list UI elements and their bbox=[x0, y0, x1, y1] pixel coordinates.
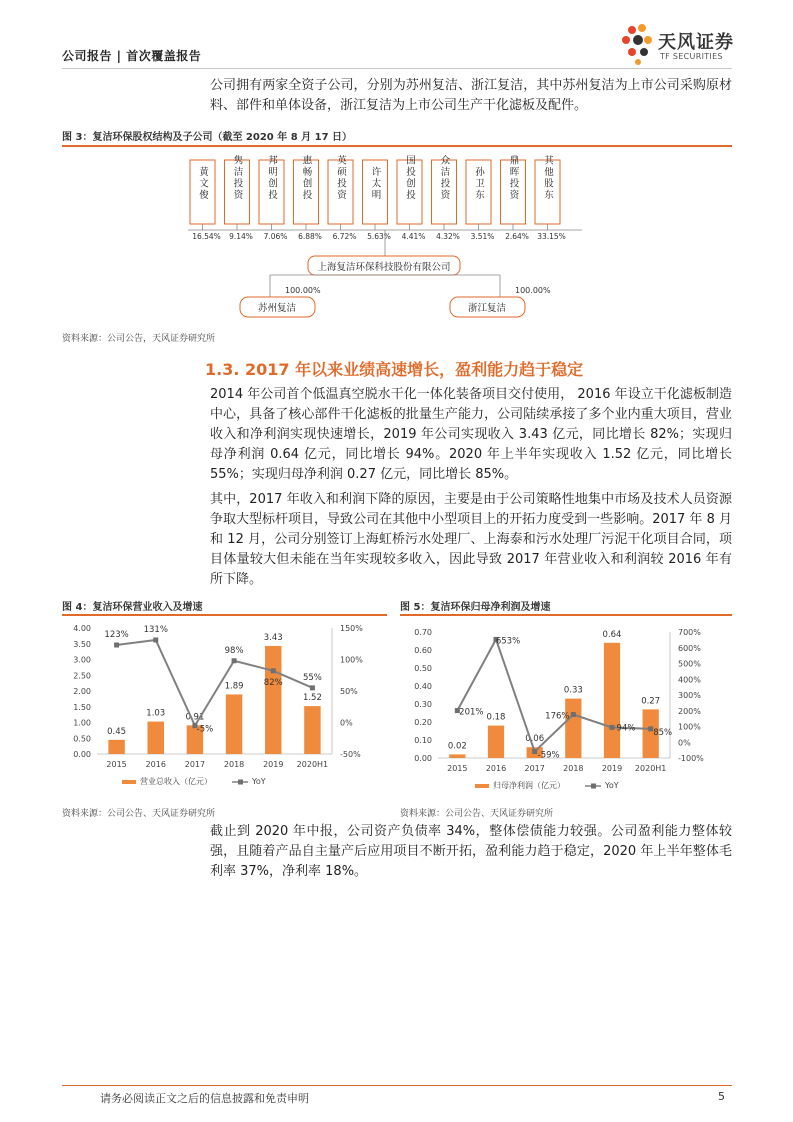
bar bbox=[108, 740, 124, 754]
bar-value-label: 1.52 bbox=[302, 693, 322, 704]
net-profit-chart bbox=[400, 618, 732, 800]
sub-pct-1: 100.00% bbox=[285, 286, 321, 295]
yoy-line bbox=[457, 639, 650, 751]
yoy-point bbox=[153, 637, 158, 642]
section-paragraph-2: 其中，2017 年收入和利润下降的原因，主要是由于公司策略性地集中市场及技术人员资源争取大型标杆项目，导致公司在其他中小型项目上的开拓力度受到一些影响。2017 年 8 月和 12 月，公司分别签订上海虹桥污水处理厂、上海泰和污水处理厂污泥干化项目合同，项目体量较大但未能在当年实现较多收入，因此导致 2017 年营业收入和利润较 2016 年有所下降。 bbox=[210, 492, 732, 587]
yoy-point bbox=[271, 668, 276, 673]
x-tick-label: 2015 bbox=[447, 764, 468, 773]
y2-tick-label: 50% bbox=[340, 687, 358, 696]
section-title: 1.3. 2017 年以来业绩高速增长，盈利能力趋于稳定 bbox=[205, 360, 584, 379]
fig3-source: 资料来源：公司公告，天风证券研究所 bbox=[62, 334, 216, 344]
fig3-rule bbox=[62, 145, 732, 147]
y-tick-label: 2.00 bbox=[73, 687, 91, 696]
shareholder-pct: 33.15% bbox=[537, 232, 566, 241]
shareholder-pct: 3.51% bbox=[470, 232, 495, 241]
legend-bar-label: 营业总收入（亿元） bbox=[140, 777, 212, 786]
shareholder-name: 惠畅创投 bbox=[300, 155, 312, 201]
y-tick-label: 0.70 bbox=[414, 628, 432, 637]
y2-tick-label: 600% bbox=[678, 643, 701, 653]
bar bbox=[265, 646, 281, 754]
yoy-label: 55% bbox=[302, 672, 322, 683]
y2-tick-label: 700% bbox=[678, 628, 701, 637]
y2-tick-label: 200% bbox=[678, 706, 701, 716]
shareholder-pct: 2.64% bbox=[505, 232, 529, 241]
yoy-label: 201% bbox=[459, 707, 484, 718]
yoy-label: 98% bbox=[224, 645, 244, 656]
yoy-point bbox=[310, 685, 315, 690]
shareholder-name: 邦明创投 bbox=[266, 155, 277, 201]
y-tick-label: 1.50 bbox=[73, 702, 91, 712]
subsidiary-name-zhejiang: 浙江复洁 bbox=[467, 303, 507, 314]
shareholder-pct: 4.41% bbox=[401, 232, 426, 241]
revenue-chart bbox=[62, 618, 387, 800]
yoy-label: 176% bbox=[545, 711, 570, 722]
bar-value-label: 0.45 bbox=[107, 726, 127, 737]
y-tick-label: 0.40 bbox=[414, 682, 432, 691]
legend-line-marker bbox=[591, 784, 596, 789]
bar bbox=[604, 643, 620, 758]
x-tick-label: 2017 bbox=[184, 760, 206, 769]
y2-tick-label: 300% bbox=[678, 691, 701, 700]
shareholder-pct: 6.72% bbox=[332, 232, 357, 241]
y-tick-label: 0.20 bbox=[414, 718, 432, 727]
fig5-label: 图 5：复洁环保归母净利润及增速 bbox=[400, 602, 551, 613]
yoy-point bbox=[114, 643, 119, 648]
shareholder-pct: 5.63% bbox=[367, 232, 391, 241]
shareholder-name: 隽洁投资 bbox=[231, 155, 243, 201]
footer-disclaimer: 请务必阅读正文之后的信息披露和免责申明 bbox=[100, 1092, 309, 1105]
y-tick-label: 0.00 bbox=[414, 754, 432, 763]
y2-tick-label: 0% bbox=[678, 738, 691, 748]
fig5-rule bbox=[400, 614, 732, 616]
y2-tick-label: 150% bbox=[340, 624, 363, 633]
legend-bar-swatch bbox=[475, 784, 489, 788]
yoy-point bbox=[610, 725, 615, 730]
yoy-label: -59% bbox=[537, 750, 560, 761]
y-tick-label: 3.50 bbox=[73, 639, 91, 649]
shareholder-pct: 4.32% bbox=[436, 232, 460, 241]
y-tick-label: 0.30 bbox=[414, 700, 432, 709]
bar-value-label: 0.27 bbox=[641, 696, 661, 707]
x-tick-label: 2018 bbox=[223, 760, 245, 769]
yoy-label: 94% bbox=[616, 723, 636, 734]
x-tick-label: 2019 bbox=[263, 760, 284, 769]
yoy-label: 85% bbox=[653, 727, 673, 738]
y2-tick-label: 0% bbox=[340, 718, 353, 728]
shareholder-name: 众洁投资 bbox=[438, 155, 450, 201]
y2-tick-label: 100% bbox=[678, 722, 701, 732]
y-tick-label: 0.00 bbox=[73, 750, 91, 759]
fig5-source: 资料来源：公司公告、天风证券研究所 bbox=[400, 809, 554, 819]
x-tick-label: 2016 bbox=[145, 760, 166, 769]
y-tick-label: 4.00 bbox=[73, 624, 91, 633]
bar bbox=[565, 699, 581, 758]
page-number: 5 bbox=[718, 1090, 725, 1103]
y2-tick-label: -50% bbox=[340, 750, 361, 759]
y-tick-label: 0.50 bbox=[414, 664, 432, 673]
shareholder-name: 其他股东 bbox=[542, 155, 553, 201]
bar bbox=[226, 694, 242, 754]
shareholder-pct: 16.54% bbox=[192, 232, 221, 241]
shareholder-name: 英硕投资 bbox=[335, 155, 346, 201]
x-tick-label: 2020H1 bbox=[634, 764, 667, 773]
bar-value-label: 0.64 bbox=[602, 629, 622, 640]
fig4-rule bbox=[62, 614, 387, 616]
yoy-label: 82% bbox=[263, 677, 283, 688]
bar bbox=[148, 722, 164, 754]
y2-tick-label: -100% bbox=[678, 754, 704, 763]
bar-value-label: 0.02 bbox=[447, 741, 467, 752]
bar-value-label: 0.33 bbox=[563, 685, 583, 696]
logo-name: 天风证券 bbox=[658, 32, 734, 53]
bar-value-label: 0.18 bbox=[486, 712, 506, 723]
yoy-point bbox=[232, 658, 237, 663]
bar bbox=[488, 726, 504, 758]
x-tick-label: 2018 bbox=[563, 764, 584, 773]
yoy-point bbox=[532, 749, 537, 754]
shareholder-name: 国投创投 bbox=[404, 155, 415, 201]
bar-value-label: 0.91 bbox=[185, 712, 205, 723]
legend-line-label: YoY bbox=[252, 777, 266, 786]
shareholder-pct: 7.06% bbox=[263, 232, 288, 241]
bar-value-label: 3.43 bbox=[263, 632, 283, 643]
ownership-diagram bbox=[170, 150, 610, 325]
sub-pct-2: 100.00% bbox=[515, 286, 551, 295]
bar-value-label: 1.89 bbox=[224, 681, 244, 692]
legend-line-marker bbox=[238, 780, 243, 785]
yoy-label: 131% bbox=[143, 624, 168, 635]
fig4-source: 资料来源：公司公告、天风证券研究所 bbox=[62, 809, 216, 819]
fig3-label: 图 3：复洁环保股权结构及子公司（截至 2020 年 8 月 17 日） bbox=[62, 132, 353, 143]
shareholder-pct: 9.14% bbox=[229, 232, 253, 241]
x-tick-label: 2016 bbox=[485, 764, 507, 773]
shareholder-name: 孙卫东 bbox=[473, 166, 484, 202]
y2-tick-label: 100% bbox=[340, 655, 363, 665]
closing-paragraph: 截止到 2020 年中报，公司资产负债率 34%，整体偿债能力较强。公司盈利能力整体较强，且随着产品自主量产后应用项目不断开拓，盈利能力趋于稳定，2020 年上半年整体毛利率 37%，净利率 18%。 bbox=[210, 824, 732, 879]
intro-paragraph: 公司拥有两家全资子公司，分别为苏州复洁、浙江复洁，其中苏州复洁为上市公司采购原材料、部件和单体设备，浙江复洁为上市公司生产干化滤板及配件。 bbox=[210, 78, 732, 113]
shareholder-pct: 6.88% bbox=[298, 232, 322, 241]
bar bbox=[449, 754, 465, 758]
shareholder-name: 许太明 bbox=[369, 166, 381, 202]
legend-line-label: YoY bbox=[605, 781, 619, 790]
shareholder-name: 鼎晖投资 bbox=[507, 155, 519, 201]
x-tick-label: 2019 bbox=[601, 764, 623, 773]
shareholder-name: 黄文俊 bbox=[197, 166, 208, 202]
legend-bar-label: 归母净利润（亿元） bbox=[493, 781, 565, 790]
y-tick-label: 0.50 bbox=[73, 734, 91, 744]
y2-tick-label: 400% bbox=[678, 675, 701, 685]
section-paragraph-1: 2014 年公司首个低温真空脱水干化一体化装备项目交付使用， 2016 年设立干化滤板制造中心，具备了核心部件干化滤板的批量生产能力，公司陆续承接了多个业内重大项目，营业收入和净利润实现快速增长，2019 年公司实现收入 3.43 亿元，同比增长 82%；实现归母净利润 0.64 亿元，同比增长 94%。2020 年上半年实现收入 1.52 亿元，同比增长 55%；实现归母净利润 0.27 亿元，同比增长 85%。 bbox=[210, 387, 732, 482]
y-tick-label: 0.10 bbox=[414, 736, 432, 745]
fig4-label: 图 4：复洁环保营业收入及增速 bbox=[62, 602, 203, 613]
bar bbox=[304, 706, 320, 754]
y-tick-label: 0.60 bbox=[414, 646, 432, 655]
logo-subtitle: TF SECURITIES bbox=[660, 52, 723, 61]
y-tick-label: 2.50 bbox=[73, 671, 91, 681]
x-tick-label: 2017 bbox=[524, 764, 545, 773]
yoy-label: -5% bbox=[196, 724, 214, 735]
company-name: 上海复洁环保科技股份有限公司 bbox=[317, 262, 451, 273]
subsidiary-name-suzhou: 苏州复洁 bbox=[257, 303, 297, 314]
x-tick-label: 2020H1 bbox=[296, 760, 329, 769]
yoy-label: 123% bbox=[104, 630, 129, 641]
legend-bar-swatch bbox=[122, 780, 136, 784]
report-type-header: 公司报告 | 首次覆盖报告 bbox=[62, 49, 202, 63]
y-tick-label: 1.00 bbox=[73, 718, 91, 728]
y-tick-label: 3.00 bbox=[73, 655, 91, 665]
yoy-point bbox=[571, 712, 576, 717]
footer-divider bbox=[62, 1085, 732, 1086]
yoy-label: 653% bbox=[495, 636, 521, 647]
bar-value-label: 0.06 bbox=[525, 734, 545, 745]
bar-value-label: 1.03 bbox=[146, 708, 166, 719]
y2-tick-label: 500% bbox=[678, 659, 701, 669]
x-tick-label: 2015 bbox=[106, 760, 127, 769]
